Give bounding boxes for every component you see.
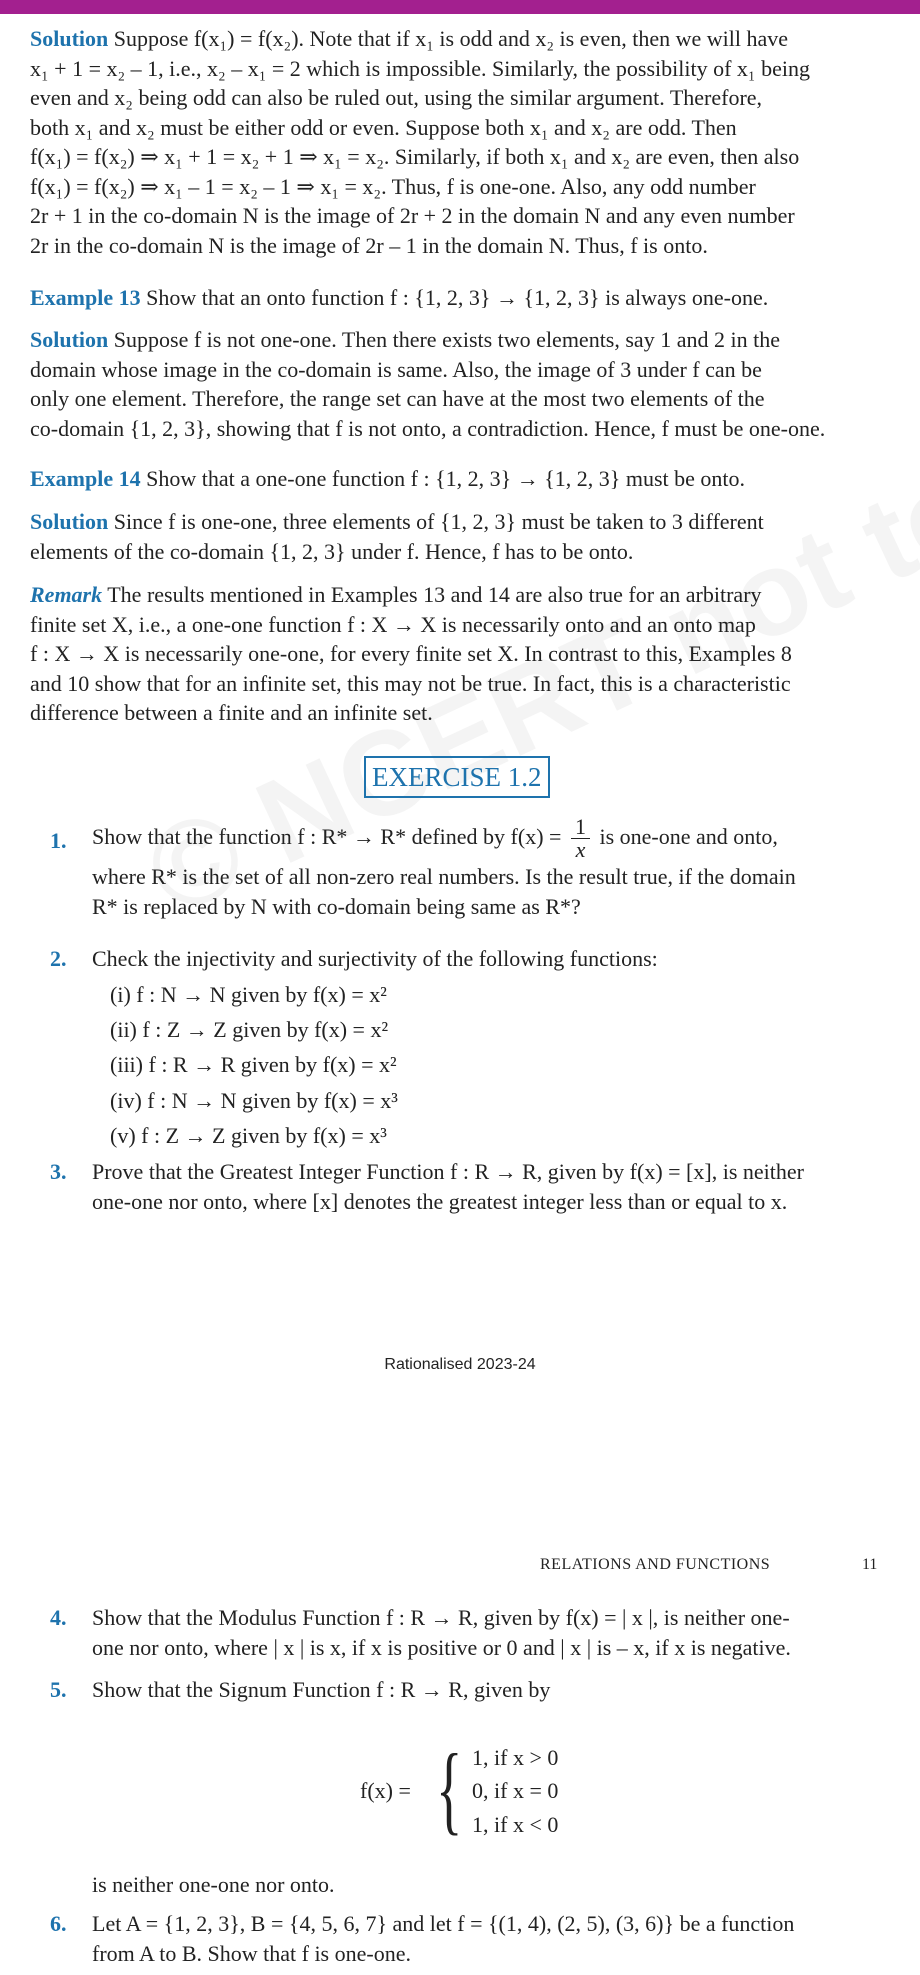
question-text: Show that the Modulus Function f : R → R, given by f(x) = | x |, is neither one-	[92, 1605, 790, 1630]
text-line: x₁ + 1 = x₂ – 1, i.e., x₂ – x₁ = 2 which is impossible. Similarly, the possibility of x₁ being	[30, 55, 810, 81]
question-text: where R* is the set of all non-zero real numbers. Is the result true, if the domain	[92, 864, 796, 889]
question-number: 5.	[50, 1677, 67, 1702]
subpart: (i) f : N → N given by f(x) = x²	[110, 982, 387, 1007]
text-line: f(x₁) = f(x₂) ⇒ x₁ + 1 = x₂ + 1 ⇒ x₁ = x₂. Similarly, if both x₁ and x₂ are even, then also	[30, 144, 800, 169]
case-line: 1, if x < 0	[472, 1812, 559, 1837]
top-color-bar	[0, 0, 920, 14]
solution-heading: Solution	[30, 327, 109, 352]
question-2: Check the injectivity and surjectivity of the following functions:	[92, 946, 658, 971]
question-text: is one-one and onto,	[599, 824, 778, 849]
fraction-numerator: 1	[571, 816, 590, 839]
page-number: 11	[862, 1556, 878, 1573]
example-heading: Example 14	[30, 466, 141, 491]
question-text: Let A = {1, 2, 3}, B = {4, 5, 6, 7} and let f = {(1, 4), (2, 5), (3, 6)} be a function	[92, 1911, 795, 1936]
text-line: only one element. Therefore, the range set can have at the most two elements of the	[30, 386, 765, 411]
solution-heading: Solution	[30, 509, 109, 534]
remark-heading: Remark	[30, 582, 103, 607]
text-line: 2r in the co-domain N is the image of 2r – 1 in the domain N. Thus, f is onto.	[30, 232, 708, 258]
fraction	[571, 816, 590, 861]
question-3	[92, 1157, 892, 1216]
example-text: Show that a one-one function f : {1, 2, 3} → {1, 2, 3} must be onto.	[146, 466, 746, 491]
solution-paragraph-3	[30, 507, 890, 566]
text-line: Suppose f(x₁) = f(x₂). Note that if x₁ is odd and x₂ is even, then we will have	[113, 26, 788, 51]
text-line: domain whose image in the co-domain is same. Also, the image of 3 under f can be	[30, 356, 762, 382]
question-number: 1.	[50, 828, 67, 853]
subpart: (ii) f : Z → Z given by f(x) = x²	[110, 1017, 389, 1042]
text-line: finite set X, i.e., a one-one function f : X → X is necessarily onto and an onto map	[30, 611, 756, 637]
rationalised-note: Rationalised 2023-24	[384, 1356, 536, 1373]
question-number: 2.	[50, 946, 67, 971]
question-text: Prove that the Greatest Integer Function f : R → R, given by f(x) = [x], is neither	[92, 1159, 804, 1184]
question-text: Show that the function f : R* → R* defined by f(x) =	[92, 824, 562, 849]
example-text: Show that an onto function f : {1, 2, 3} → {1, 2, 3} is always one-one.	[146, 285, 769, 310]
solution-paragraph-2	[30, 325, 890, 443]
text-line: elements of the co-domain {1, 2, 3} under f. Hence, f has to be onto.	[30, 538, 634, 564]
question-number: 6.	[50, 1911, 67, 1936]
question-6	[92, 1909, 892, 1968]
remark-paragraph	[30, 580, 890, 728]
example-14	[30, 464, 890, 494]
text-line: Since f is one-one, three elements of {1, 2, 3} must be taken to 3 different	[113, 509, 764, 534]
text-line: f(x₁) = f(x₂) ⇒ x₁ – 1 = x₂ – 1 ⇒ x₁ = x₂. Thus, f is one-one. Also, any odd number	[30, 173, 756, 199]
question-text: one nor onto, where | x | is x, if x is positive or 0 and | x | is – x, if x is negative.	[92, 1634, 791, 1660]
exercise-title: EXERCISE 1.2	[372, 762, 542, 792]
fraction-denominator: x	[575, 837, 586, 863]
question-text: R* is replaced by N with co-domain being same as R*?	[92, 893, 581, 919]
question-number: 3.	[50, 1159, 67, 1184]
subpart: (iii) f : R → R given by f(x) = x²	[110, 1052, 397, 1077]
text-line: even and x₂ being odd can also be ruled out, using the similar argument. Therefore,	[30, 85, 763, 110]
text-line: difference between a finite and an infinite set.	[30, 700, 433, 725]
question-5: Show that the Signum Function f : R → R, given by	[92, 1677, 551, 1702]
question-text: one-one nor onto, where [x] denotes the greatest integer less than or equal to x.	[92, 1188, 788, 1214]
text-line: f : X → X is necessarily one-one, for every finite set X. In contrast to this, Examples 8	[30, 641, 792, 666]
text-line: co-domain {1, 2, 3}, showing that f is not onto, a contradiction. Hence, f must be one-one.	[30, 415, 826, 441]
text-line: both x₁ and x₂ must be either odd or even. Suppose both x₁ and x₂ are odd. Then	[30, 114, 737, 140]
case-line: 0, if x = 0	[472, 1778, 559, 1803]
example-heading: Example 13	[30, 285, 141, 310]
text-line: Suppose f is not one-one. Then there exists two elements, say 1 and 2 in the	[113, 327, 780, 352]
signum-fx: f(x) =	[360, 1778, 411, 1803]
left-brace: {	[436, 1733, 463, 1844]
solution-paragraph-1	[30, 24, 890, 260]
subpart: (iv) f : N → N given by f(x) = x³	[110, 1088, 398, 1113]
text-line: 2r + 1 in the co-domain N is the image of 2r + 2 in the domain N and any even number	[30, 203, 795, 228]
running-head: RELATIONS AND FUNCTIONS	[540, 1556, 771, 1573]
solution-heading: Solution	[30, 26, 109, 51]
exercise-title-box	[364, 756, 550, 798]
text-line: The results mentioned in Examples 13 and 14 are also true for an arbitrary	[107, 582, 762, 607]
case-line: 1, if x > 0	[472, 1745, 559, 1770]
question-text: from A to B. Show that f is one-one.	[92, 1940, 411, 1966]
question-4	[92, 1603, 892, 1662]
text-line: and 10 show that for an infinite set, this may not be true. In fact, this is a characteristic	[30, 670, 791, 696]
question-1	[92, 812, 892, 921]
example-13	[30, 283, 890, 313]
question-number: 4.	[50, 1605, 67, 1630]
subpart: (v) f : Z → Z given by f(x) = x³	[110, 1123, 387, 1148]
question-text: is neither one-one nor onto.	[92, 1872, 335, 1897]
